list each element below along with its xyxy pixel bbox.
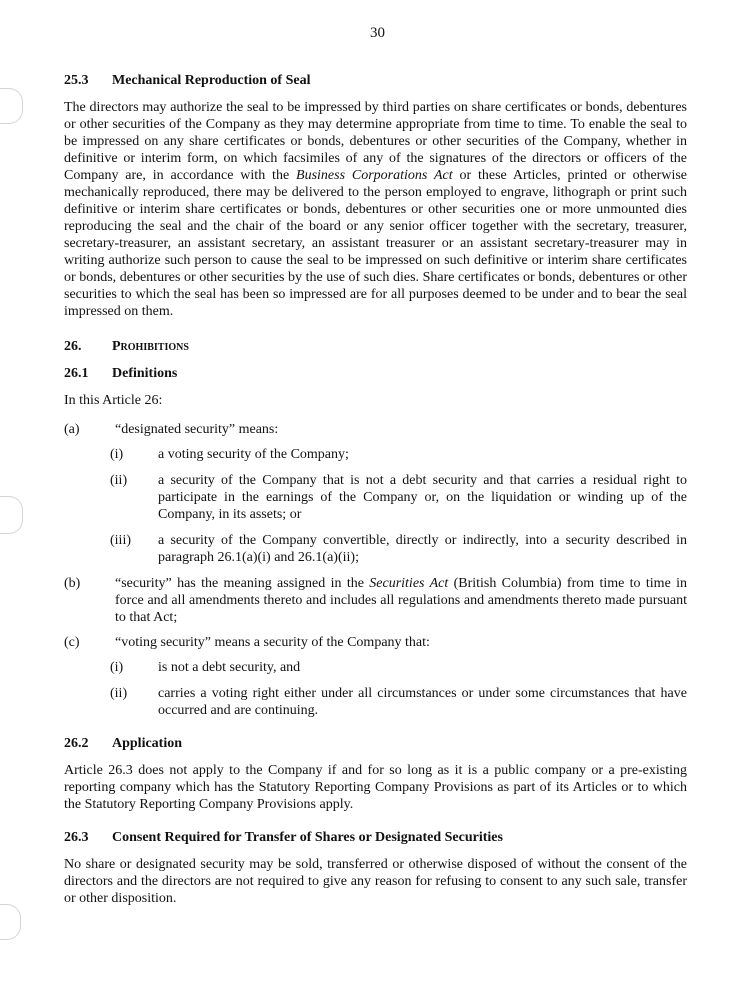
punch-hole-bottom: [0, 904, 21, 940]
item-label: (a): [64, 422, 80, 437]
section-number: 25.3: [64, 73, 89, 88]
item-text-part: “security” has the meaning assigned in the: [115, 576, 370, 591]
section-26-2-heading: [64, 735, 687, 752]
definition-c-i: [110, 659, 687, 676]
section-title: Definitions: [112, 366, 178, 381]
definition-b: [64, 575, 687, 626]
section-25-3-paragraph: [64, 99, 687, 320]
item-label: (c): [64, 635, 80, 650]
subitem-text: a security of the Company convertible, directly or indirectly, into a security described in paragraph 26.1(a)(i) and 26.1(a)(ii);: [158, 533, 687, 565]
item-text: “designated security” means:: [115, 422, 279, 437]
definition-a-iii: [110, 532, 687, 566]
item-text-part: (British Columbia) from time to time in force and all amendments thereto and includes all regulations and amendments thereto made pursuant to that Act;: [115, 576, 688, 625]
section-26-2-paragraph: Article 26.3 does not apply to the Company if and for so long as it is a public company or a pre-existing reporting company which has the Statutory Reporting Company Provisions as part of its Articles or to which the Statutory Reporting Company Provisions apply.: [64, 763, 687, 812]
section-26-3-paragraph: No share or designated security may be sold, transferred or otherwise disposed of without the consent of the directors and the directors are not required to give any reason for refusing to consent to any such sale, transfer or other disposition.: [64, 857, 687, 906]
definition-a: [64, 421, 687, 438]
subitem-text: carries a voting right either under all circumstances or under some circumstances that have occurred and are continuing.: [158, 686, 687, 718]
subitem-label: (i): [110, 660, 124, 675]
item-text: “voting security” means a security of the Company that:: [115, 635, 430, 650]
subitem-text: a security of the Company that is not a debt security and that carries a residual right to participate in the earnings of the Company or, on the liquidation or winding up of the Company, in its assets; or: [158, 473, 687, 522]
document-body: [64, 72, 687, 919]
section-title: Consent Required for Transfer of Shares or Designated Securities: [112, 830, 503, 845]
page-number: 30: [370, 25, 385, 41]
paragraph-text: or these Articles, printed or otherwise mechanically reproduced, there may be delivered to the person employed to engrave, lithograph or print such definitive or interim share certificates or bonds, debentures or other securities one or more unmounted dies reproducing the seal and the chair of the board or any senior officer together with the secretary, treasurer, secretary-treasurer, an assistant secretary, an assistant treasurer or an assistant secretary-treasurer may in writing authorize such person to cause the seal to be impressed on such definitive or interim share certificates or bonds, debentures or other securities by the use of such dies. Share certificates or bonds, debentures or other securities to which the seal has been so impressed are for all purposes deemed to be under and to bear the seal impressed on them.: [64, 168, 688, 319]
definition-a-i: [110, 446, 687, 463]
section-title: Application: [112, 736, 183, 751]
definition-a-ii: [110, 472, 687, 523]
section-25-3-heading: [64, 72, 687, 89]
paragraph-text: The directors may authorize the seal to be impressed by third parties on share certificates or bonds, debentures or other securities of the Company as they may determine appropriate from time to time. To enable the seal to be impressed on any share certificates or bonds, debentures or other securities of the Company, whether in definitive or interim form, on which facsimiles of any of the signatures of the directors or officers of the Company are, in accordance with the: [64, 100, 687, 183]
subitem-label: (ii): [110, 686, 128, 701]
section-number: 26.1: [64, 366, 89, 381]
article-number: 26.: [64, 339, 82, 354]
subitem-label: (i): [110, 447, 124, 462]
definitions-intro: In this Article 26:: [64, 393, 163, 408]
definition-c-ii: [110, 685, 687, 719]
subitem-label: (iii): [110, 533, 131, 548]
item-label: (b): [64, 576, 81, 591]
article-26-heading: [64, 338, 687, 355]
subitem-text: is not a debt security, and: [158, 660, 301, 675]
item-text: [115, 575, 687, 626]
definition-c: [64, 634, 687, 651]
article-title: Prohibitions: [112, 339, 189, 354]
section-26-1-heading: [64, 365, 687, 382]
section-26-3-heading: [64, 829, 687, 846]
punch-hole-middle: [0, 496, 23, 534]
section-title: Mechanical Reproduction of Seal: [112, 73, 311, 88]
subitem-label: (ii): [110, 473, 128, 488]
section-number: 26.3: [64, 830, 89, 845]
section-number: 26.2: [64, 736, 89, 751]
punch-hole-top: [0, 88, 23, 124]
act-name: Securities Act: [369, 576, 449, 591]
act-name: Business Corporations Act: [296, 168, 453, 183]
subitem-text: a voting security of the Company;: [158, 447, 349, 462]
